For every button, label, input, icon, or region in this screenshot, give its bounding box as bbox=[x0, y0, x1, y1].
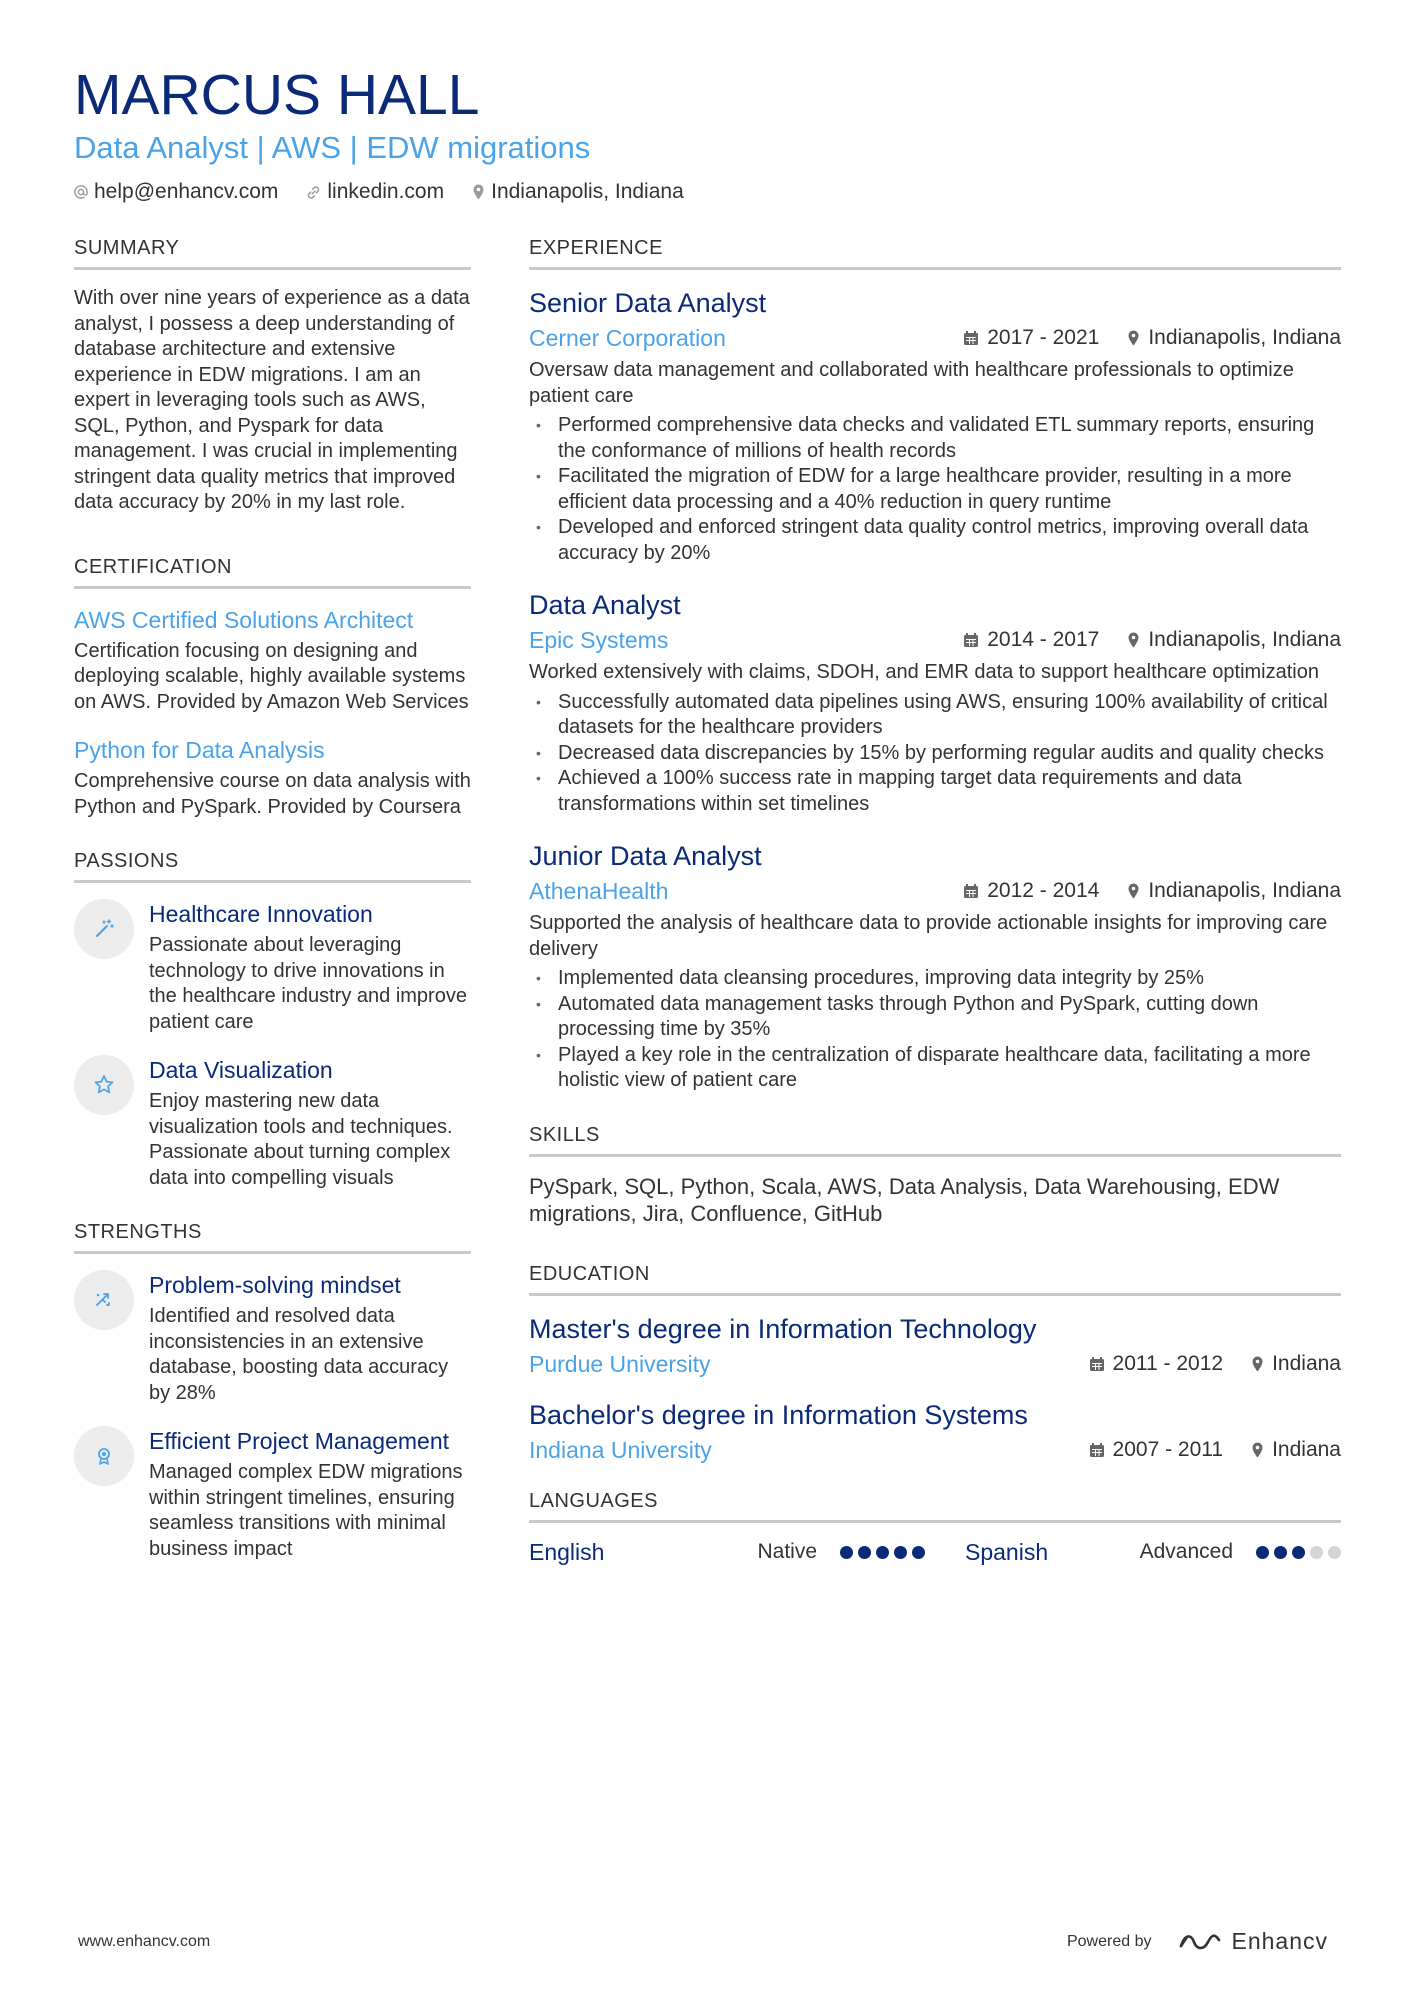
contact-location bbox=[472, 180, 684, 204]
certification-name: AWS Certified Solutions Architect bbox=[74, 606, 414, 633]
rating-dot-filled bbox=[1292, 1546, 1305, 1559]
rating-dot-filled bbox=[858, 1546, 871, 1559]
languages-row bbox=[529, 1539, 1341, 1566]
language-level: Advanced bbox=[1139, 1540, 1233, 1563]
certification-item bbox=[74, 605, 471, 716]
summary-section bbox=[74, 237, 471, 516]
job-meta bbox=[529, 322, 1341, 354]
company-name: Epic Systems bbox=[529, 627, 669, 653]
skills-section bbox=[529, 1124, 1341, 1227]
location-pin-icon bbox=[1127, 883, 1140, 899]
powered-by bbox=[1067, 1928, 1328, 1955]
education-meta bbox=[529, 1434, 1341, 1466]
job-dates: 2017 - 2021 bbox=[987, 326, 1100, 349]
certification-section bbox=[74, 556, 471, 821]
education-dates: 2011 - 2012 bbox=[1112, 1351, 1224, 1375]
language-name: Spanish bbox=[965, 1538, 1049, 1565]
bullet-item: • Developed and enforced stringent data quality control metrics, improving overall data accuracy by 20% bbox=[529, 515, 1341, 566]
strength-title: Problem-solving mindset bbox=[149, 1272, 401, 1298]
section-title: SUMMARY bbox=[74, 237, 471, 270]
language-name: English bbox=[529, 1538, 605, 1565]
star-icon bbox=[74, 1055, 134, 1115]
strength-item bbox=[74, 1270, 471, 1406]
strengths-section bbox=[74, 1221, 471, 1562]
location-pin-icon bbox=[1127, 330, 1140, 346]
language-item bbox=[935, 1539, 1341, 1566]
certification-description: Certification focusing on designing and deploying scalable, highly available systems on AWS. Provided by Amazon Web Services bbox=[74, 639, 469, 713]
skills-text: PySpark, SQL, Python, Scala, AWS, Data Analysis, Data Warehousing, EDW migrations, Jira, Confluence, GitHub bbox=[529, 1173, 1280, 1226]
shuffle-icon bbox=[74, 1270, 134, 1330]
bullet-item: • Automated data management tasks through Python and PySpark, cutting down processing time by 35% bbox=[529, 992, 1341, 1043]
magic-wand-icon bbox=[74, 899, 134, 959]
job-entry bbox=[529, 286, 1341, 566]
rating-dot-filled bbox=[1256, 1546, 1269, 1559]
bullet-item: • Decreased data discrepancies by 15% by performing regular audits and quality checks bbox=[529, 741, 1341, 767]
education-location: Indiana bbox=[1272, 1437, 1341, 1461]
job-bullets bbox=[529, 966, 1341, 1094]
footer-website[interactable]: www.enhancv.com bbox=[78, 1932, 211, 1950]
experience-section bbox=[529, 237, 1341, 1094]
section-title: SKILLS bbox=[529, 1124, 1341, 1157]
company-name: Cerner Corporation bbox=[529, 325, 726, 351]
job-title: Data Analyst bbox=[529, 590, 681, 620]
education-section bbox=[529, 1263, 1341, 1466]
award-icon bbox=[74, 1426, 134, 1486]
language-rating bbox=[1251, 1546, 1341, 1559]
education-item bbox=[529, 1312, 1341, 1380]
degree-name: Bachelor's degree in Information Systems bbox=[529, 1399, 1028, 1430]
calendar-icon bbox=[963, 632, 979, 648]
section-title: LANGUAGES bbox=[529, 1490, 1341, 1523]
rating-dot-filled bbox=[840, 1546, 853, 1559]
bullet-item: • Facilitated the migration of EDW for a large healthcare provider, resulting in a more efficient data processing and a 40% reduction in query runtime bbox=[529, 464, 1341, 515]
job-summary: Worked extensively with claims, SDOH, and EMR data to support healthcare optimization bbox=[529, 661, 1319, 683]
job-bullets bbox=[529, 413, 1341, 566]
rating-dot-empty bbox=[1328, 1546, 1341, 1559]
candidate-name: MARCUS HALL bbox=[74, 63, 480, 127]
contact-row bbox=[74, 180, 1344, 204]
job-dates: 2014 - 2017 bbox=[987, 628, 1100, 651]
job-location: Indianapolis, Indiana bbox=[1148, 326, 1341, 349]
linkedin-text: linkedin.com bbox=[327, 180, 445, 203]
bullet-item: • Implemented data cleansing procedures, improving data integrity by 25% bbox=[529, 966, 1341, 992]
page-footer bbox=[78, 1928, 1328, 1955]
job-summary: Oversaw data management and collaborated with healthcare professionals to optimize patient care bbox=[529, 359, 1294, 407]
section-title: STRENGTHS bbox=[74, 1221, 471, 1254]
section-title: EXPERIENCE bbox=[529, 237, 1341, 270]
school-name: Indiana University bbox=[529, 1436, 712, 1463]
right-column bbox=[529, 237, 1341, 1566]
passion-description: Enjoy mastering new data visualization tools and techniques. Passionate about turning complex data into compelling visuals bbox=[149, 1090, 453, 1189]
location-text: Indianapolis, Indiana bbox=[491, 180, 684, 203]
strength-description: Identified and resolved data inconsistencies in an extensive database, boosting data accuracy by 28% bbox=[149, 1305, 449, 1404]
school-name: Purdue University bbox=[529, 1350, 711, 1377]
candidate-tagline: Data Analyst | AWS | EDW migrations bbox=[74, 130, 591, 165]
certification-name: Python for Data Analysis bbox=[74, 737, 325, 763]
powered-by-label: Powered by bbox=[1066, 1932, 1152, 1950]
passions-section bbox=[74, 850, 471, 1191]
brand-name: Enhancv bbox=[1231, 1928, 1328, 1954]
job-dates: 2012 - 2014 bbox=[987, 879, 1100, 902]
job-location: Indianapolis, Indiana bbox=[1148, 879, 1341, 902]
contact-email[interactable] bbox=[74, 180, 278, 204]
strength-description: Managed complex EDW migrations within stringent timelines, ensuring seamless transitions with minimal business impact bbox=[149, 1461, 463, 1560]
summary-text: With over nine years of experience as a data analyst, I possess a deep understanding of database architecture and extensive experience in EDW migrations. I am an expert in leveraging tools such as AWS, SQL, Python, and Pyspark for data management. I was crucial in implementing stringent data quality metrics that improved data accuracy by 20% in my last role. bbox=[74, 287, 470, 513]
contact-linkedin[interactable] bbox=[306, 180, 444, 204]
rating-dot-empty bbox=[1310, 1546, 1323, 1559]
languages-section bbox=[529, 1490, 1341, 1566]
strength-title: Efficient Project Management bbox=[149, 1428, 450, 1454]
job-bullets bbox=[529, 690, 1341, 818]
resume-header bbox=[74, 62, 1344, 204]
link-icon bbox=[306, 185, 321, 200]
job-summary: Supported the analysis of healthcare data to provide actionable insights for improving care delivery bbox=[529, 912, 1328, 960]
job-location: Indianapolis, Indiana bbox=[1148, 628, 1341, 651]
education-item bbox=[529, 1398, 1341, 1466]
enhancv-logo-icon bbox=[1177, 1931, 1223, 1953]
bullet-item: • Performed comprehensive data checks and validated ETL summary reports, ensuring the conformance of millions of health records bbox=[529, 413, 1341, 464]
job-title: Senior Data Analyst bbox=[529, 288, 767, 318]
rating-dot-filled bbox=[912, 1546, 925, 1559]
at-icon bbox=[74, 185, 88, 199]
company-name: AthenaHealth bbox=[529, 878, 669, 904]
strength-item bbox=[74, 1426, 471, 1562]
passion-title: Data Visualization bbox=[149, 1057, 333, 1083]
certification-item bbox=[74, 735, 471, 820]
rating-dot-filled bbox=[876, 1546, 889, 1559]
rating-dot-filled bbox=[1274, 1546, 1287, 1559]
calendar-icon bbox=[1089, 1442, 1105, 1458]
bullet-item: • Played a key role in the centralization of disparate healthcare data, facilitating a more holistic view of patient care bbox=[529, 1043, 1341, 1094]
job-entry bbox=[529, 588, 1341, 817]
job-meta bbox=[529, 875, 1341, 907]
passion-description: Passionate about leveraging technology to drive innovations in the healthcare industry and improve patient care bbox=[149, 934, 467, 1033]
section-title: CERTIFICATION bbox=[74, 556, 471, 589]
certification-description: Comprehensive course on data analysis with Python and PySpark. Provided by Coursera bbox=[74, 770, 471, 818]
job-meta bbox=[529, 624, 1341, 656]
left-column bbox=[74, 237, 471, 1582]
email-text: help@enhancv.com bbox=[94, 180, 279, 203]
location-pin-icon bbox=[472, 184, 485, 200]
calendar-icon bbox=[963, 883, 979, 899]
location-pin-icon bbox=[1251, 1356, 1264, 1372]
calendar-icon bbox=[963, 330, 979, 346]
location-pin-icon bbox=[1127, 632, 1140, 648]
language-level: Native bbox=[757, 1540, 817, 1563]
degree-name: Master's degree in Information Technology bbox=[529, 1313, 1037, 1344]
bullet-item: • Achieved a 100% success rate in mapping target data requirements and data transformations within set timelines bbox=[529, 766, 1341, 817]
language-rating bbox=[835, 1546, 925, 1559]
language-item bbox=[529, 1539, 935, 1566]
job-title: Junior Data Analyst bbox=[529, 841, 762, 871]
passion-title: Healthcare Innovation bbox=[149, 901, 373, 927]
rating-dot-filled bbox=[894, 1546, 907, 1559]
location-pin-icon bbox=[1251, 1442, 1264, 1458]
bullet-item: • Successfully automated data pipelines using AWS, ensuring 100% availability of critical datasets for the healthcare providers bbox=[529, 690, 1341, 741]
education-dates: 2007 - 2011 bbox=[1112, 1437, 1224, 1461]
section-title: EDUCATION bbox=[529, 1263, 1341, 1296]
job-entry bbox=[529, 839, 1341, 1094]
passion-item bbox=[74, 1055, 471, 1191]
section-title: PASSIONS bbox=[74, 850, 471, 883]
calendar-icon bbox=[1089, 1356, 1105, 1372]
education-location: Indiana bbox=[1272, 1351, 1341, 1375]
education-meta bbox=[529, 1348, 1341, 1380]
passion-item bbox=[74, 899, 471, 1035]
